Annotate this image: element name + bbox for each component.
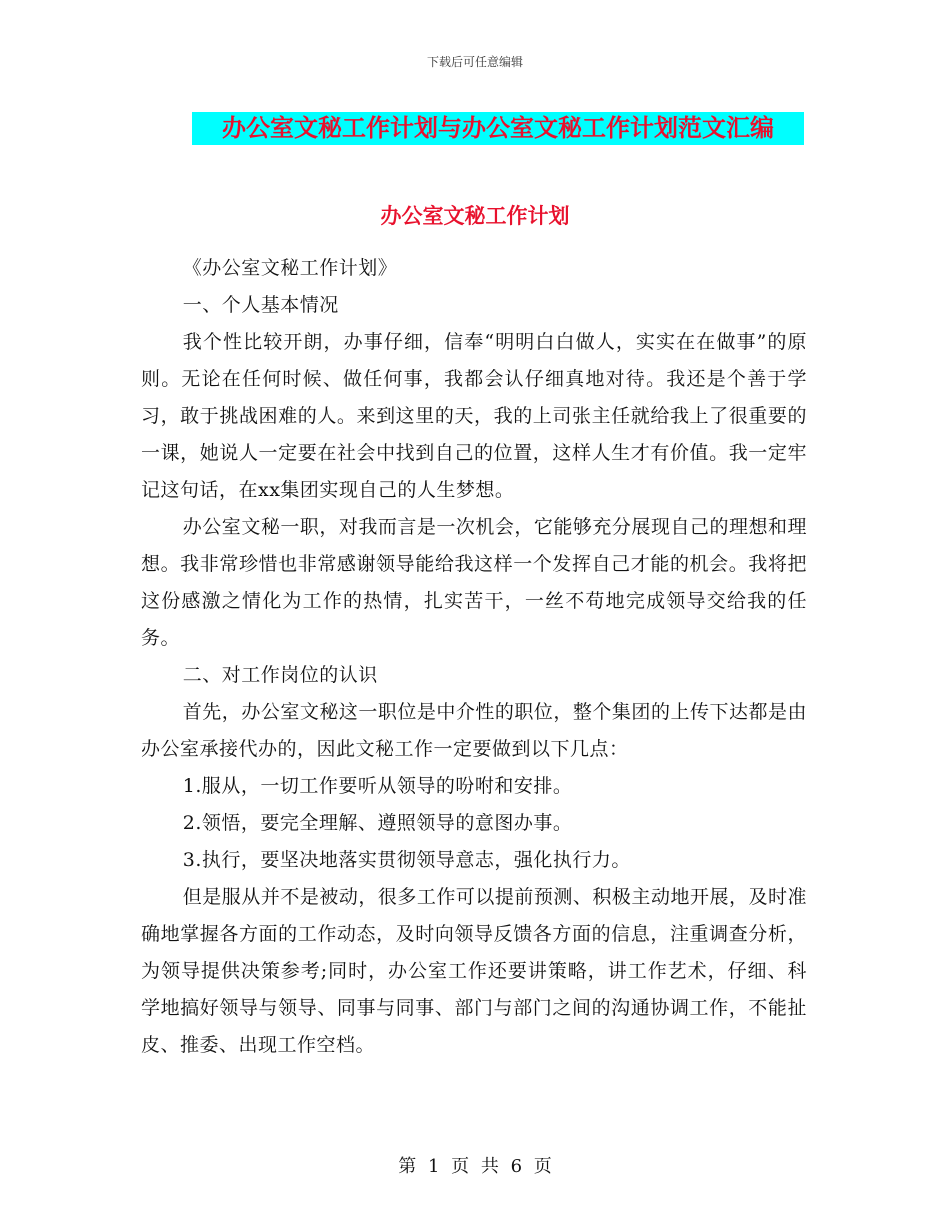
paragraph-opportunity: 办公室文秘一职，对我而言是一次机会，它能够充分展现自己的理想和理想。我非常珍惜也非常感谢领导能给我这样一个发挥自己才能的机会。我将把这份感激之情化为工作的热情，扎实苦干，一丝不苟地完成领导交给我的任务。 [141,516,807,649]
heading-job-understanding: 二、对工作岗位的认识 [182,664,378,686]
section-title: 办公室文秘工作计划 [380,204,570,228]
document-title: 办公室文秘工作计划与办公室文秘工作计划范文汇编 [192,112,804,145]
paragraph-proactive: 但是服从并不是被动，很多工作可以提前预测、积极主动地开展，及时准确地掌握各方面的工作动态，及时向领导反馈各方面的信息，注重调查分析，为领导提供决策参考;同时，办公室工作还要讲策略，讲工作艺术，仔细、科学地搞好领导与领导、同事与同事、部门与部门之间的沟通协调工作，不能扯皮、推委、出现工作空档。 [141,886,807,1056]
page-number: 第 1 页 共 6 页 [398,1156,552,1177]
heading-personal-info: 一、个人基本情况 [182,294,339,316]
list-item-comprehend: 2.领悟，要完全理解、遵照领导的意图办事。 [182,812,573,834]
paragraph-book-title: 《办公室文秘工作计划》 [182,257,398,279]
list-item-obey: 1.服从，一切工作要听从领导的吩咐和安排。 [182,775,573,797]
document-body [141,250,807,1064]
paragraph-personal: 我个性比较开朗，办事仔细，信奉“明明白白做人，实实在在做事”的原则。无论在任何时候、做任何事，我都会认仔细真地对待。我还是个善于学习，敢于挑战困难的人。来到这里的天，我的上司张主任就给我上了很重要的一课，她说人一定要在社会中找到自己的位置，这样人生才有价值。我一定牢记这句话，在xx集团实现自己的人生梦想。 [141,331,807,501]
page-header-note: 下载后可任意编辑 [426,55,523,69]
list-item-execute: 3.执行，要坚决地落实贯彻领导意志，强化执行力。 [182,849,631,871]
paragraph-intermediary: 首先，办公室文秘这一职位是中介性的职位，整个集团的上传下达都是由办公室承接代办的，因此文秘工作一定要做到以下几点： [141,701,807,760]
